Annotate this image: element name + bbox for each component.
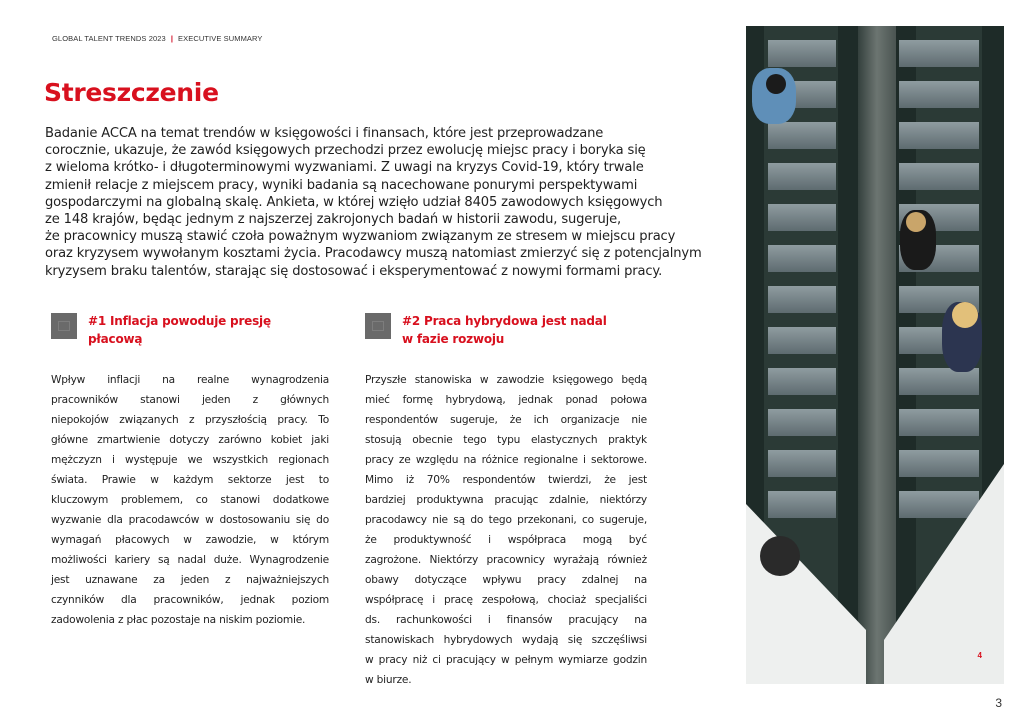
- section-heading: [51, 312, 329, 352]
- escalator-rail: [838, 26, 858, 684]
- straw-hat: [952, 302, 978, 328]
- body-line: wyzwanie dla pracodawców w dostosowaniu się do: [51, 514, 329, 526]
- body-line: jest uznawane za jeden z najważniejszych: [51, 574, 329, 586]
- body-line: Mimo iż 70% respondentów twierdzi, że jest: [365, 474, 647, 486]
- page-title: Streszczenie: [44, 78, 219, 107]
- step: [768, 204, 836, 231]
- intro-line: ze 148 krajów, będąc jednym z najszerzej zakrojonych badań w historii zawodu, sugeruje,: [45, 212, 622, 228]
- body-line: zadowolenia z płac pozostaje na niskim poziomie.: [51, 614, 306, 626]
- body-line: stosują obecnie tego typu elastycznych praktyk: [365, 434, 647, 446]
- section-title-line: #2 Praca hybrydowa jest nadal: [402, 314, 607, 328]
- section-body: [365, 370, 647, 690]
- body-line: Przyszłe stanowiska w zawodzie księgowego będą: [365, 374, 647, 386]
- escalator-photo: [746, 26, 1004, 684]
- step: [768, 163, 836, 190]
- step: [768, 40, 836, 67]
- section-title: [402, 312, 607, 348]
- inflation-icon: [51, 313, 77, 339]
- person-bottom: [760, 536, 800, 576]
- body-line: wymagań płacowych w zawodzie, w którym: [51, 534, 329, 546]
- step: [768, 286, 836, 313]
- body-line: kluczowym problemem, co stanowi dodatkowe: [51, 494, 329, 506]
- section-title-line: w fazie rozwoju: [402, 332, 505, 346]
- step: [768, 327, 836, 354]
- body-line: bardziej produktywna pracując zdalnie, niektórzy: [365, 494, 647, 506]
- section-title: [88, 312, 271, 348]
- step: [899, 409, 979, 436]
- body-line: w biurze.: [365, 674, 412, 686]
- body-line: czynników dla pracowników, jednak poziom: [51, 594, 329, 606]
- body-line: że produktywność i współpraca mogą być: [365, 534, 647, 546]
- step: [768, 368, 836, 395]
- step: [899, 491, 979, 518]
- step: [899, 450, 979, 477]
- body-line: niepokojów związanych z przyszłością pracy. To: [51, 414, 329, 426]
- step: [899, 81, 979, 108]
- intro-line: corocznie, ukazuje, że zawód księgowych przechodzi przez ewolucję miejsc pracy i boryka się: [45, 143, 646, 159]
- header-separator: |: [170, 34, 174, 43]
- intro-line: Badanie ACCA na temat trendów w księgowości i finansach, które jest przeprowadzane: [45, 126, 604, 141]
- header-section-name: EXECUTIVE SUMMARY: [178, 34, 263, 43]
- body-line: pracodawcy nie są do tego przekonani, co sugeruje,: [365, 514, 647, 526]
- intro-line: z wieloma krótko- i długoterminowymi wyzwaniami. Z uwagi na kryzys Covid-19, który trwale: [45, 160, 644, 176]
- body-line: świata. Prawie w każdym sektorze jest to: [51, 474, 329, 486]
- body-line: w pracy niż ci pracujący w pełnym wymiarze godzin: [365, 654, 647, 666]
- section-inflation: [51, 312, 329, 630]
- body-line: pracowników stanowi jeden z głównych: [51, 394, 329, 406]
- body-line: mężczyzn i występuje we wszystkich regionach: [51, 454, 329, 466]
- step: [768, 245, 836, 272]
- person-head: [766, 74, 786, 94]
- page-number: 3: [995, 696, 1002, 710]
- photo-footnote-number: 4: [977, 651, 982, 660]
- body-line: główne zmartwienie dotyczy zarówno kobiet jaki: [51, 434, 329, 446]
- step: [899, 40, 979, 67]
- body-line: pracy ze względu na różnice regionalne i sektorowe.: [365, 454, 647, 466]
- body-line: mieć formę hybrydową, jednak ponad połowa: [365, 394, 647, 406]
- step: [899, 368, 979, 395]
- intro-line: że pracownicy muszą stawić czoła poważnym wyzwaniom związanym ze stresem w miejscu pracy: [45, 229, 676, 245]
- step: [768, 491, 836, 518]
- step: [768, 409, 836, 436]
- intro-line: gospodarczymi na globalną skalę. Ankieta, w której wzięło udział 8405 zawodowych księgowych: [45, 194, 663, 210]
- body-line: współpracę i pracę zespołową, chociaż specjaliści: [365, 594, 647, 606]
- step: [899, 122, 979, 149]
- body-line: obawy dotyczące wpływu pracy zdalnej na: [365, 574, 647, 586]
- section-title-line: #1 Inflacja powoduje presję: [88, 314, 271, 328]
- body-line: Wpływ inflacji na realne wynagrodzenia: [51, 374, 329, 386]
- intro-line: zmienił relacje z miejscem pracy, wyniki badania są nacechowane ponurymi perspektywami: [45, 177, 638, 193]
- body-line: stanowiskach hybrydowych wydają się szczęśliwsi: [365, 634, 647, 646]
- hybrid-work-icon: [365, 313, 391, 339]
- intro-paragraph: [45, 125, 745, 280]
- escalator-divider: [858, 26, 896, 684]
- person-blonde-head: [906, 212, 926, 232]
- body-line: zagrożone. Niektórzy pracownicy wyrażają również: [365, 554, 647, 566]
- running-header: [52, 34, 263, 43]
- section-hybrid-work: [365, 312, 647, 690]
- step: [899, 163, 979, 190]
- header-report-name: GLOBAL TALENT TRENDS 2023: [52, 34, 166, 43]
- section-heading: [365, 312, 647, 352]
- section-title-line: płacową: [88, 332, 143, 346]
- body-line: możliwości kariery są nadal duże. Wynagrodzenie: [51, 554, 329, 566]
- step: [768, 122, 836, 149]
- intro-line: kryzysem braku talentów, starając się dostosować i eksperymentować z nowymi formami pracy.: [45, 263, 663, 279]
- body-line: respondentów sugeruje, że ich organizacje nie: [365, 414, 647, 426]
- step: [768, 450, 836, 477]
- section-body: [51, 370, 329, 630]
- body-line: ds. rachunkowości i finansów pracujący na: [365, 614, 647, 626]
- intro-line: oraz kryzysem wywołanym kosztami życia. Pracodawcy muszą natomiast zmierzyć się z potencjalnym: [45, 246, 702, 262]
